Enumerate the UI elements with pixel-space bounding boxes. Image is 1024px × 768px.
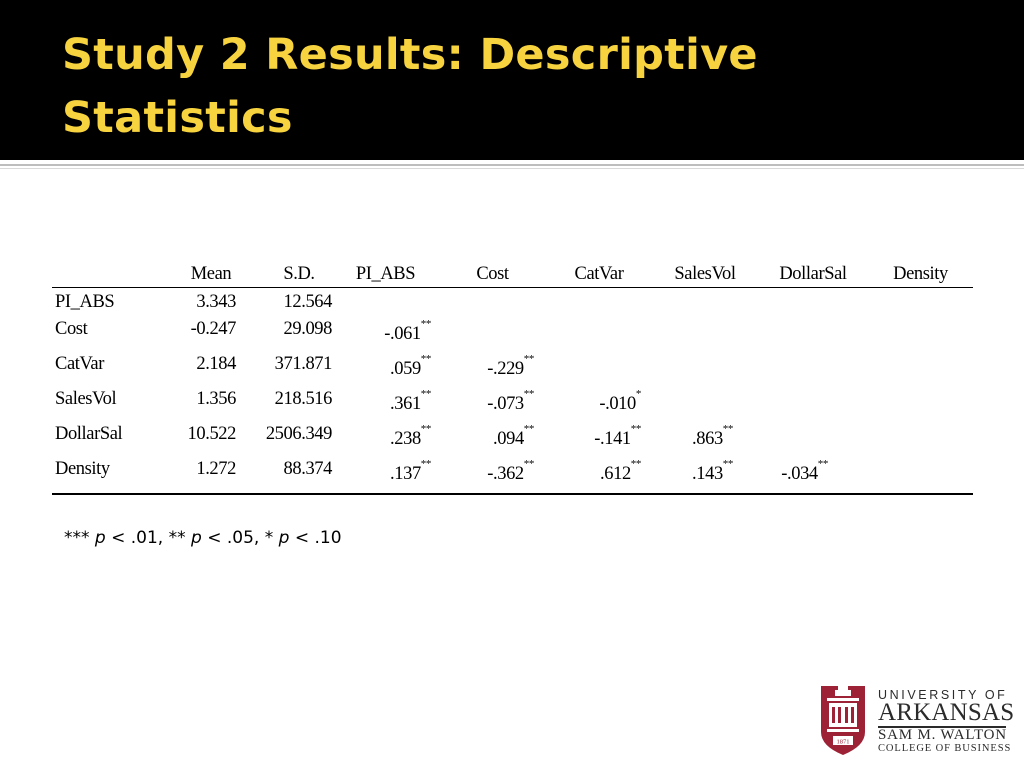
row-label: PI_ABS xyxy=(55,291,115,312)
significance-note xyxy=(64,528,342,548)
correlation-value: -.010 xyxy=(599,394,636,415)
row-label: Cost xyxy=(55,319,88,339)
correlation-cell xyxy=(868,387,973,422)
correlation-cell xyxy=(652,287,758,317)
seal-year: 1871 xyxy=(836,738,850,746)
correlation-value: .059 xyxy=(390,359,421,380)
correlation-cell xyxy=(439,317,546,352)
significance-marker: ** xyxy=(722,423,733,435)
correlation-cell xyxy=(439,352,546,387)
correlation-cell xyxy=(332,422,439,457)
title-bar xyxy=(0,0,1024,160)
correlation-value: .094 xyxy=(493,429,524,450)
mean-value: 10.522 xyxy=(187,424,236,444)
correlation-value: -.034 xyxy=(781,464,818,485)
note-p-10: p xyxy=(278,528,290,548)
correlation-value: .361 xyxy=(390,394,421,415)
correlation-cell xyxy=(332,457,439,494)
university-logo xyxy=(818,680,1013,756)
table-header-row xyxy=(52,257,973,287)
correlation-cell xyxy=(439,457,546,494)
logo-sam-m-walton: SAM M. WALTON xyxy=(878,727,1007,743)
significance-marker: ** xyxy=(817,458,828,470)
slide-title: Study 2 Results: Descriptive Statistics xyxy=(62,30,758,143)
significance-marker: ** xyxy=(420,388,431,400)
correlation-cell xyxy=(652,387,758,422)
significance-marker: ** xyxy=(420,423,431,435)
significance-marker: ** xyxy=(523,423,534,435)
descriptive-statistics-table xyxy=(52,257,973,495)
note-stars-10: * xyxy=(264,528,274,548)
significance-marker: ** xyxy=(523,458,534,470)
sd-value: 12.564 xyxy=(283,291,332,312)
correlation-cell xyxy=(758,457,868,494)
column-header-catvar: CatVar xyxy=(546,257,652,287)
note-threshold-05: < .05, xyxy=(201,528,265,548)
correlation-value: -.073 xyxy=(487,394,524,415)
logo-arkansas: ARKANSAS xyxy=(878,699,1015,726)
correlation-cell xyxy=(652,352,758,387)
column-header-salesvol: SalesVol xyxy=(652,257,758,287)
significance-marker: ** xyxy=(630,458,641,470)
note-p-05: p xyxy=(191,528,202,548)
note-threshold-10: < .10 xyxy=(289,528,342,548)
significance-marker: ** xyxy=(722,458,733,470)
correlation-value: .143 xyxy=(692,464,723,485)
correlation-cell xyxy=(332,317,439,352)
correlation-cell xyxy=(546,422,652,457)
row-label: CatVar xyxy=(55,354,104,374)
correlation-cell xyxy=(546,317,652,352)
note-threshold-01: < .01, xyxy=(105,528,169,548)
table-row xyxy=(52,287,973,317)
column-header-pi-abs: PI_ABS xyxy=(332,257,439,287)
correlation-cell xyxy=(439,422,546,457)
significance-marker: ** xyxy=(523,353,534,365)
header-divider-thin xyxy=(0,168,1024,169)
significance-marker: ** xyxy=(630,423,641,435)
significance-marker: ** xyxy=(420,353,431,365)
correlation-value: .612 xyxy=(600,464,631,485)
column-header-density: Density xyxy=(868,257,973,287)
table-row xyxy=(52,317,973,352)
column-header-dollarsal: DollarSal xyxy=(758,257,868,287)
correlation-cell xyxy=(546,387,652,422)
correlation-cell xyxy=(868,317,973,352)
correlation-cell xyxy=(546,352,652,387)
table-row xyxy=(52,387,973,422)
correlation-cell xyxy=(758,352,868,387)
correlation-cell xyxy=(868,422,973,457)
correlation-value: -.229 xyxy=(487,359,524,380)
significance-marker: ** xyxy=(420,458,431,470)
row-label: DollarSal xyxy=(55,424,123,444)
correlation-value: -.362 xyxy=(487,464,524,485)
row-label: SalesVol xyxy=(55,389,117,409)
mean-value: 1.356 xyxy=(196,389,236,409)
mean-value: 1.272 xyxy=(156,457,236,494)
table-row xyxy=(52,422,973,457)
correlation-cell xyxy=(546,287,652,317)
column-header-blank xyxy=(52,257,156,287)
correlation-value: .137 xyxy=(390,464,421,485)
correlation-cell xyxy=(652,457,758,494)
correlation-cell xyxy=(758,287,868,317)
significance-marker: ** xyxy=(523,388,534,400)
correlation-cell xyxy=(439,287,546,317)
sd-value: 29.098 xyxy=(283,319,332,339)
mean-value: 3.343 xyxy=(196,291,236,312)
correlation-cell xyxy=(758,387,868,422)
correlation-cell xyxy=(332,287,439,317)
correlation-value: .863 xyxy=(692,429,723,450)
table-row xyxy=(52,457,973,494)
correlation-cell xyxy=(758,422,868,457)
note-stars-01: *** xyxy=(64,528,90,548)
mean-value: 2.184 xyxy=(196,354,236,374)
note-p-01: p xyxy=(94,528,106,548)
old-main-seal-icon xyxy=(818,680,868,756)
correlation-cell xyxy=(758,317,868,352)
column-header-cost: Cost xyxy=(439,257,546,287)
correlation-cell xyxy=(546,457,652,494)
logo-university-of: UNIVERSITY OF xyxy=(878,688,1008,702)
correlation-value: .238 xyxy=(390,429,421,450)
note-stars-05: ** xyxy=(168,528,186,548)
significance-marker: ** xyxy=(420,318,431,330)
table-body xyxy=(52,287,973,494)
correlation-cell xyxy=(332,352,439,387)
correlation-cell xyxy=(868,457,973,494)
sd-value: 218.516 xyxy=(274,389,332,409)
mean-value: -0.247 xyxy=(190,319,236,339)
sd-value: 2506.349 xyxy=(265,424,332,444)
logo-college-of-business: COLLEGE OF BUSINESS xyxy=(878,743,1012,754)
column-header-mean: Mean xyxy=(156,257,236,287)
correlation-cell xyxy=(868,287,973,317)
column-header-sd: S.D. xyxy=(236,257,332,287)
correlation-cell xyxy=(332,387,439,422)
correlation-value: -.061 xyxy=(384,324,421,345)
correlation-cell xyxy=(652,317,758,352)
correlation-value: -.141 xyxy=(594,429,631,450)
sd-value: 371.871 xyxy=(274,354,332,374)
correlation-cell xyxy=(439,387,546,422)
table-row xyxy=(52,352,973,387)
sd-value: 88.374 xyxy=(236,457,332,494)
header-divider xyxy=(0,164,1024,166)
row-label: Density xyxy=(52,457,156,494)
significance-marker: * xyxy=(635,388,641,400)
correlation-cell xyxy=(652,422,758,457)
correlation-cell xyxy=(868,352,973,387)
